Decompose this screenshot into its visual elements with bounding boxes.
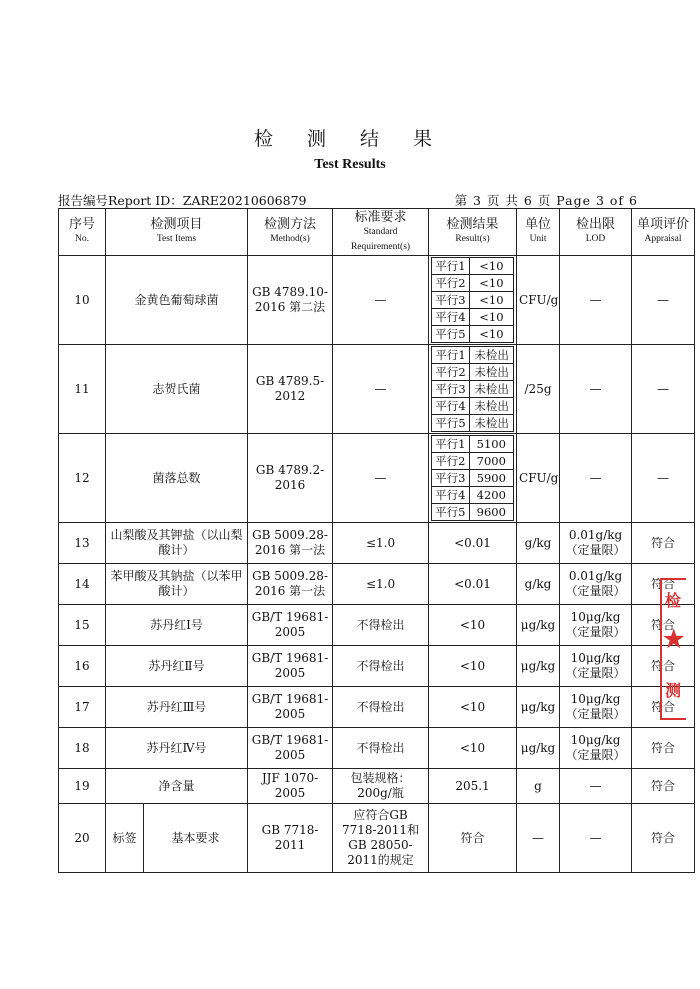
header-lod: 检出限 LOD — [560, 209, 632, 256]
row-no: 14 — [59, 564, 106, 605]
header-standard: 标准要求 Standard Requirement(s) — [333, 209, 429, 256]
row-item: 菌落总数 — [106, 434, 248, 523]
parallel-results: 平行1 5100 平行2 7000 平行3 5900 平行4 4200 平行5 9600 — [431, 435, 514, 521]
table-row — [59, 646, 695, 687]
parallel-results: 平行1 <10 平行2 <10 平行3 <10 平行4 <10 平行5 <10 — [431, 257, 514, 343]
row-lod: — — [560, 434, 632, 523]
results-table — [58, 208, 695, 873]
row-lod: 0.01g/kg（定量限） — [560, 523, 632, 564]
row-appraisal: 符合 — [632, 523, 695, 564]
row-standard: 不得检出 — [333, 687, 429, 728]
row-unit: CFU/g — [517, 256, 560, 345]
header-unit: 单位 Unit — [517, 209, 560, 256]
row-standard: 不得检出 — [333, 646, 429, 687]
header-result: 检测结果 Result(s) — [429, 209, 517, 256]
row-lod: — — [560, 804, 632, 873]
row-method: GB 4789.5-2012 — [248, 345, 333, 434]
row-standard: 不得检出 — [333, 605, 429, 646]
row-item-group: 标签 — [106, 804, 144, 873]
header-appraisal: 单项评价 Appraisal — [632, 209, 695, 256]
row-unit: g — [517, 769, 560, 804]
row-lod: 10μg/kg（定量限） — [560, 646, 632, 687]
row-item: 苏丹红Ⅰ号 — [106, 605, 248, 646]
row-result — [429, 434, 517, 523]
row-unit: — — [517, 804, 560, 873]
header-no: 序号 No. — [59, 209, 106, 256]
row-unit: /25g — [517, 345, 560, 434]
row-method: GB/T 19681-2005 — [248, 687, 333, 728]
table-row — [59, 345, 695, 434]
row-standard: 应符合GB 7718-2011和GB 28050-2011的规定 — [333, 804, 429, 873]
row-result: <10 — [429, 728, 517, 769]
row-unit: μg/kg — [517, 605, 560, 646]
row-unit: μg/kg — [517, 687, 560, 728]
row-item: 金黄色葡萄球菌 — [106, 256, 248, 345]
header-item: 检测项目 Test Items — [106, 209, 248, 256]
stamp-char-1: 检 — [665, 591, 682, 610]
table-row — [59, 605, 695, 646]
table-row — [59, 804, 695, 873]
row-appraisal: 符合 — [632, 687, 695, 728]
row-appraisal: 符合 — [632, 564, 695, 605]
row-no: 19 — [59, 769, 106, 804]
row-result — [429, 345, 517, 434]
stamp-char-2: 测 — [665, 681, 682, 700]
row-appraisal: 符合 — [632, 769, 695, 804]
table-row — [59, 564, 695, 605]
row-method: GB 4789.10-2016 第二法 — [248, 256, 333, 345]
row-standard: 不得检出 — [333, 728, 429, 769]
row-result: <10 — [429, 687, 517, 728]
row-lod: 10μg/kg（定量限） — [560, 605, 632, 646]
row-method: GB/T 19681-2005 — [248, 605, 333, 646]
inspection-stamp — [660, 578, 686, 720]
table-row — [59, 256, 695, 345]
row-result: <10 — [429, 605, 517, 646]
row-standard: — — [333, 434, 429, 523]
row-item: 志贺氏菌 — [106, 345, 248, 434]
row-unit: μg/kg — [517, 728, 560, 769]
row-method: GB/T 19681-2005 — [248, 728, 333, 769]
row-method: GB 7718-2011 — [248, 804, 333, 873]
row-result — [429, 256, 517, 345]
row-no: 11 — [59, 345, 106, 434]
row-result: 符合 — [429, 804, 517, 873]
header-row — [59, 209, 695, 256]
row-no: 15 — [59, 605, 106, 646]
row-item: 山梨酸及其钾盐（以山梨酸计） — [106, 523, 248, 564]
table-row — [59, 434, 695, 523]
page-title-en: Test Results — [314, 157, 386, 172]
row-method: JJF 1070-2005 — [248, 769, 333, 804]
row-method: GB 5009.28-2016 第一法 — [248, 523, 333, 564]
row-appraisal: 符合 — [632, 605, 695, 646]
row-item: 苏丹红Ⅲ号 — [106, 687, 248, 728]
row-appraisal: — — [632, 256, 695, 345]
row-no: 20 — [59, 804, 106, 873]
row-item: 净含量 — [106, 769, 248, 804]
row-no: 16 — [59, 646, 106, 687]
row-standard: ≤1.0 — [333, 523, 429, 564]
row-lod: — — [560, 256, 632, 345]
row-lod: 0.01g/kg（定量限） — [560, 564, 632, 605]
row-result: <0.01 — [429, 523, 517, 564]
row-item: 基本要求 — [144, 804, 248, 873]
report-id: 报告编号Report ID：ZARE20210606879 — [58, 193, 307, 208]
row-no: 10 — [59, 256, 106, 345]
page-info: 第 3 页 共 6 页 Page 3 of 6 — [454, 193, 638, 208]
table-row — [59, 728, 695, 769]
row-method: GB/T 19681-2005 — [248, 646, 333, 687]
row-unit: g/kg — [517, 564, 560, 605]
row-appraisal: 符合 — [632, 646, 695, 687]
row-standard: — — [333, 345, 429, 434]
row-item: 苯甲酸及其钠盐（以苯甲酸计） — [106, 564, 248, 605]
header-method: 检测方法 Method(s) — [248, 209, 333, 256]
row-no: 12 — [59, 434, 106, 523]
row-result: 205.1 — [429, 769, 517, 804]
row-appraisal: — — [632, 434, 695, 523]
row-appraisal: 符合 — [632, 804, 695, 873]
row-unit: μg/kg — [517, 646, 560, 687]
row-method: GB 4789.2-2016 — [248, 434, 333, 523]
row-lod: 10μg/kg（定量限） — [560, 728, 632, 769]
row-lod: — — [560, 345, 632, 434]
row-standard: — — [333, 256, 429, 345]
parallel-results: 平行1 未检出 平行2 未检出 平行3 未检出 平行4 未检出 平行5 未检出 — [431, 346, 514, 432]
star-icon: ★ — [663, 624, 685, 653]
row-standard: 包装规格：200g/瓶 — [333, 769, 429, 804]
row-no: 18 — [59, 728, 106, 769]
table-row — [59, 769, 695, 804]
row-method: GB 5009.28-2016 第一法 — [248, 564, 333, 605]
row-result: <10 — [429, 646, 517, 687]
row-item: 苏丹红Ⅳ号 — [106, 728, 248, 769]
page-title-cn: 检 测 结 果 — [253, 128, 447, 150]
table-row — [59, 687, 695, 728]
row-lod: 10μg/kg（定量限） — [560, 687, 632, 728]
row-standard: ≤1.0 — [333, 564, 429, 605]
row-no: 13 — [59, 523, 106, 564]
row-unit: g/kg — [517, 523, 560, 564]
row-result: <0.01 — [429, 564, 517, 605]
row-unit: CFU/g — [517, 434, 560, 523]
table-row — [59, 523, 695, 564]
row-appraisal: 符合 — [632, 728, 695, 769]
row-item: 苏丹红Ⅱ号 — [106, 646, 248, 687]
row-appraisal: — — [632, 345, 695, 434]
row-no: 17 — [59, 687, 106, 728]
row-lod: — — [560, 769, 632, 804]
